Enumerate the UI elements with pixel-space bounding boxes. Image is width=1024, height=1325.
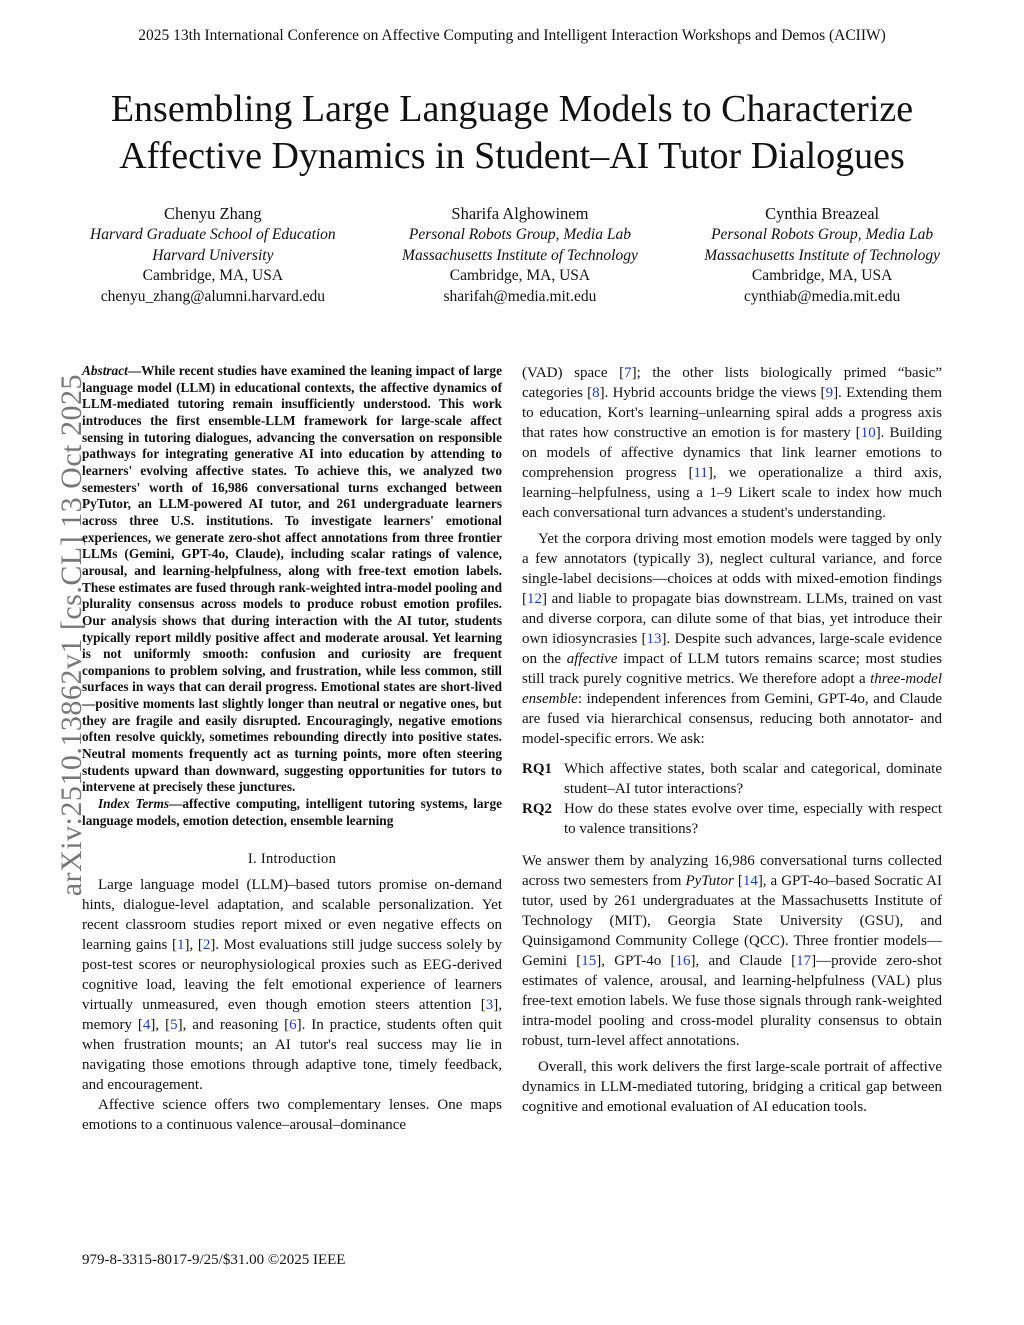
rq-label: RQ2 [522, 801, 552, 817]
intro-paragraph-2: Affective science offers two complementary lenses. One maps emotions to a continuous valence–arousal–dominance [82, 1097, 502, 1134]
citation-link[interactable]: 6 [289, 1017, 297, 1034]
abstract-text: —While recent studies have examined the leaning impact of large language model (LLM) in educational contexts, the affective dynamics of LLM-mediated tutoring remain insufficiently understood. This work introduces the first ensemble-LLM framework for large-scale affect sensing in tutoring dialogues, advancing the conversation on responsible pathways for integrating generative AI into education by attending to learners' evolving affective states. To achieve this, we analyzed two semesters' worth of 16,986 conversational turns exchanged between PyTutor, an LLM-powered AI tutor, and 261 undergraduate learners across three U.S. institutions. To investigate learners' emotional experiences, we generate zero-shot affect annotations from three frontier LLMs (Gemini, GPT-4o, Claude), including scalar ratings of valence, arousal, and learning-helpfulness, along with free-text emotion labels. These estimates are fused through rank-weighted intra-model pooling and plurality consensus across models to produce robust emotion profiles. Our analysis shows that during interaction with the AI tutor, students typically report mildly positive affect and moderate arousal. Yet learning is not uniformly smooth: confusion and curiosity are frequent companions to problem solving, and frustration, while less common, still surfaces in ways that can derail progress. Emotional states are short-lived—positive moments last slightly longer than neutral or negative ones, but they are fragile and easily disrupted. Encouragingly, negative emotions often resolve quickly, sometimes rebounding directly into positive states. Neutral moments frequently act as turning points, more often steering students upward than downward, suggesting opportunities for tutors to intervene at precisely these junctures. [82, 363, 502, 795]
author-location: Cambridge, MA, USA [142, 267, 284, 284]
left-column [82, 363, 502, 1135]
paper-title [60, 86, 964, 180]
rq-text: How do these states evolve over time, especially with respect to valence transitions? [564, 801, 942, 837]
arxiv-sidebar-stamp: arXiv:2510.13862v1 [cs.CL] 13 Oct 2025 [55, 374, 88, 897]
author-affiliation: Personal Robots Group, Media Lab [711, 226, 934, 243]
citation-link[interactable]: 2 [202, 937, 211, 954]
author-affiliation: Harvard Graduate School of Education [90, 226, 336, 243]
author-email[interactable]: cynthiab@media.mit.edu [743, 287, 901, 305]
citation-link[interactable]: 3 [485, 997, 494, 1014]
intro-paragraph-4: We answer them by analyzing 16,986 conversational turns collected across two semesters from PyTutor [14], a GPT-4o–based Socratic AI tutor, used by 261 undergraduates at the Massachusetts Institute of Technology (MIT), Georgia State University (GSU), and Quinsigamond Community College (QCC). Three frontier models—Gemini [15], GPT-4o [16], and Claude [17]—provide zero-shot estimates of valence, arousal, and learning-helpfulness (VAL) plus free-text emotion labels. We fuse those signals through rank-weighted intra-model pooling and cross-model plurality consensus to obtain robust, turn-level affect annotations. [522, 853, 942, 1049]
intro-paragraph-3: Yet the corpora driving most emotion models were tagged by only a few annotators (typically 3), neglect cultural variance, and force single-label decisions—choices at odds with mixed-emotion findings [12] and liable to propagate bias downstream. LLMs, trained on vast and diverse corpora, can dilute some of that bias, yet introduce their own idiosyncrasies [13]. Despite such advances, large-scale evidence on the affective impact of LLM tutors remains scarce; most studies still track purely cognitive metrics. We therefore adopt a three-model ensemble: independent inferences from Gemini, GPT-4o, and Claude are fused via hierarchical consensus, reducing both annotator- and model-specific errors. We ask: [522, 531, 943, 747]
index-terms-text: —affective computing, intelligent tutoring systems, large language models, emotion detection, ensemble learning [82, 796, 503, 828]
author-location: Cambridge, MA, USA [751, 267, 893, 284]
author-2 [402, 203, 638, 307]
citation-link[interactable]: 10 [860, 425, 876, 441]
author-name: Chenyu Zhang [164, 204, 262, 223]
research-question-1 [522, 759, 942, 799]
abstract [82, 363, 502, 796]
author-location: Cambridge, MA, USA [449, 267, 591, 284]
citation-link[interactable]: 9 [825, 385, 834, 401]
citation-link[interactable]: 8 [592, 385, 600, 401]
intro-paragraph-5: Overall, this work delivers the first large-scale portrait of affective dynamics in LLM-mediated tutoring, bridging a critical gap between cognitive and emotional evaluation of AI education tools. [522, 1059, 942, 1115]
abstract-lead: Abstract [82, 363, 128, 378]
title-line-2: Affective Dynamics in Student–AI Tutor Dialogues [119, 135, 905, 177]
author-email[interactable]: sharifah@media.mit.edu [443, 287, 597, 305]
citation-link[interactable]: 11 [693, 465, 708, 481]
citation-link[interactable]: 16 [675, 953, 691, 969]
section-heading-introduction: I. Introduction [247, 851, 337, 868]
citation-link[interactable]: 15 [581, 953, 597, 969]
title-line-1: Ensembling Large Language Models to Characterize [110, 88, 914, 130]
citation-link[interactable]: 14 [742, 873, 758, 889]
index-terms-lead: Index Terms [98, 796, 170, 812]
index-terms [82, 796, 502, 829]
author-name: Cynthia Breazeal [765, 204, 880, 223]
intro-paragraph-1: Large language model (LLM)–based tutors promise on-demand hints, dialogue-level adaptation, and scalable personalization. Yet recent classroom studies report mixed or even negative effects on learning gains [1], [2]. Most evaluations still judge success solely by post-test scores or neurophysiological proxies such as EEG-derived cognitive load, leaving the felt emotional experience of learners virtually unmeasured, even though emotion steers attention [3], memory [4], [5], and reasoning [6]. In practice, students often quit when frustration mounts; an AI tutor's real success may lie in navigating those emotions through adaptive tone, timely feedback, and encouragement. [82, 877, 503, 1094]
right-column [522, 363, 942, 1117]
author-1 [90, 203, 336, 307]
citation-link[interactable]: 1 [176, 937, 185, 954]
author-institution: Harvard University [152, 246, 274, 264]
citation-link[interactable]: 5 [170, 1017, 178, 1034]
author-institution: Massachusetts Institute of Technology [704, 246, 940, 264]
intro-paragraph-2-cont: (VAD) space [7]; the other lists biologically primed “basic” categories [8]. Hybrid accounts bridge the views [9]. Extending them to education, Kort's learning–unlearning spiral adds a progress axis that rates how constructive an emotion is for mastery [10]. Building on models of affective dynamics that link learner emotions to comprehension progress [11], we operationalize a third axis, learning–helpfulness, using a 1–9 Likert scale to index how much each conversational turn advances a student's understanding. [522, 365, 943, 521]
author-3 [704, 203, 940, 307]
author-email[interactable]: chenyu_zhang@alumni.harvard.edu [100, 287, 325, 305]
citation-link[interactable]: 17 [796, 953, 812, 969]
citation-link[interactable]: 7 [624, 365, 632, 381]
rq-label: RQ1 [522, 761, 552, 777]
conference-header: 2025 13th International Conference on Affective Computing and Intelligent Interaction Workshops and Demos (ACIIW) [138, 27, 886, 44]
citation-link[interactable]: 13 [646, 631, 662, 647]
citation-link[interactable]: 4 [142, 1017, 151, 1034]
copyright-footer: 979-8-3315-8017-9/25/$31.00 ©2025 IEEE [82, 1252, 346, 1268]
citation-link[interactable]: 12 [527, 591, 542, 607]
author-affiliation: Personal Robots Group, Media Lab [408, 226, 631, 243]
author-block [90, 203, 940, 307]
research-question-2 [522, 799, 942, 839]
research-questions [522, 759, 942, 839]
author-name: Sharifa Alghowinem [451, 204, 589, 223]
author-institution: Massachusetts Institute of Technology [402, 246, 638, 264]
rq-text: Which affective states, both scalar and categorical, dominate student–AI tutor interactions? [564, 761, 942, 797]
